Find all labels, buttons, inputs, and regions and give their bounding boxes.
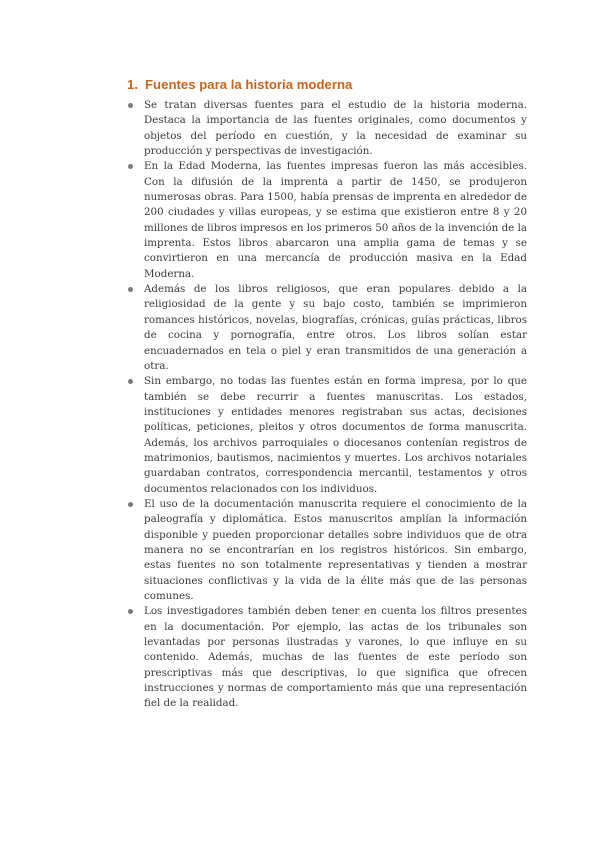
bullet-icon xyxy=(128,287,133,292)
bullet-icon xyxy=(128,609,133,614)
section-heading xyxy=(127,76,527,94)
bullet-icon xyxy=(128,502,133,507)
bullet-text: El uso de la documentación manuscrita requiere el conocimiento de la paleografía y diplomática. Estos manuscritos amplían la información disponible y pueden proporcionar detalles sobre individuos que de otra manera no se encontrarían en los registros históricos. Sin embargo, estas fuentes no son totalmente representativas y tienden a mostrar situaciones conflictivas y la vida de la élite más que de las personas comunes. xyxy=(144,497,527,602)
bullet-icon xyxy=(128,103,133,108)
page-content xyxy=(127,76,527,712)
bullet-icon xyxy=(128,164,133,169)
bullet-text: Además de los libros religiosos, que eran populares debido a la religiosidad de la gente y su bajo costo, también se imprimieron romances históricos, novelas, biografías, crónicas, guías prácticas, libros de cocina y pornografía, entre otros. Los libros solían estar encuadernados en tela o piel y eran transmitidos de una generación a otra. xyxy=(144,283,527,372)
section-number: 1. xyxy=(127,77,138,92)
bullet-text: Se tratan diversas fuentes para el estudio de la historia moderna. Destaca la importancia de las fuentes originales, como documentos y objetos del período en cuestión, y la necesidad de examinar su producción y perspectivas de investigación. xyxy=(144,99,527,158)
bullet-text: En la Edad Moderna, las fuentes impresas fueron las más accesibles. Con la difusión de la imprenta a partir de 1450, se produjeron numerosas obras. Para 1500, había prensas de imprenta en alrededor de 200 ciudades y villas europeas, y se estima que existieron entre 8 y 20 millones de libros impresos en los primeros 50 años de la invención de la imprenta. Estos libros abarcaron una amplia gama de temas y se convirtieron en una mercancía de producción masiva en la Edad Moderna. xyxy=(144,160,527,280)
bullet-item xyxy=(127,497,527,604)
bullet-item xyxy=(127,282,527,374)
section-title: Fuentes para la historia moderna xyxy=(145,77,353,92)
bullet-item xyxy=(127,374,527,497)
bullet-item xyxy=(127,159,527,282)
bullet-text: Sin embargo, no todas las fuentes están en forma impresa, por lo que también se debe recurrir a fuentes manuscritas. Los estados, instituciones y entidades menores registraban sus actas, decisiones políticas, peticiones, pleitos y otros documentos de forma manuscrita. Además, los archivos parroquiales o diocesanos contenían registros de matrimonios, bautismos, nacimientos y muertes. Los archivos notariales guardaban contratos, correspondencia mercantil, testamentos y otros documentos relacionados con los individuos. xyxy=(144,375,527,495)
bullet-item xyxy=(127,604,527,711)
bullet-icon xyxy=(128,379,133,384)
bullet-list xyxy=(127,98,527,712)
bullet-item xyxy=(127,98,527,159)
bullet-text: Los investigadores también deben tener en cuenta los filtros presentes en la documentación. Por ejemplo, las actas de los tribunales son levantadas por personas ilustradas y varones, lo que influye en su contenido. Además, muchas de las fuentes de este período son prescriptivas más que descriptivas, lo que significa que ofrecen instrucciones y normas de comportamiento más que una representación fiel de la realidad. xyxy=(144,605,527,710)
